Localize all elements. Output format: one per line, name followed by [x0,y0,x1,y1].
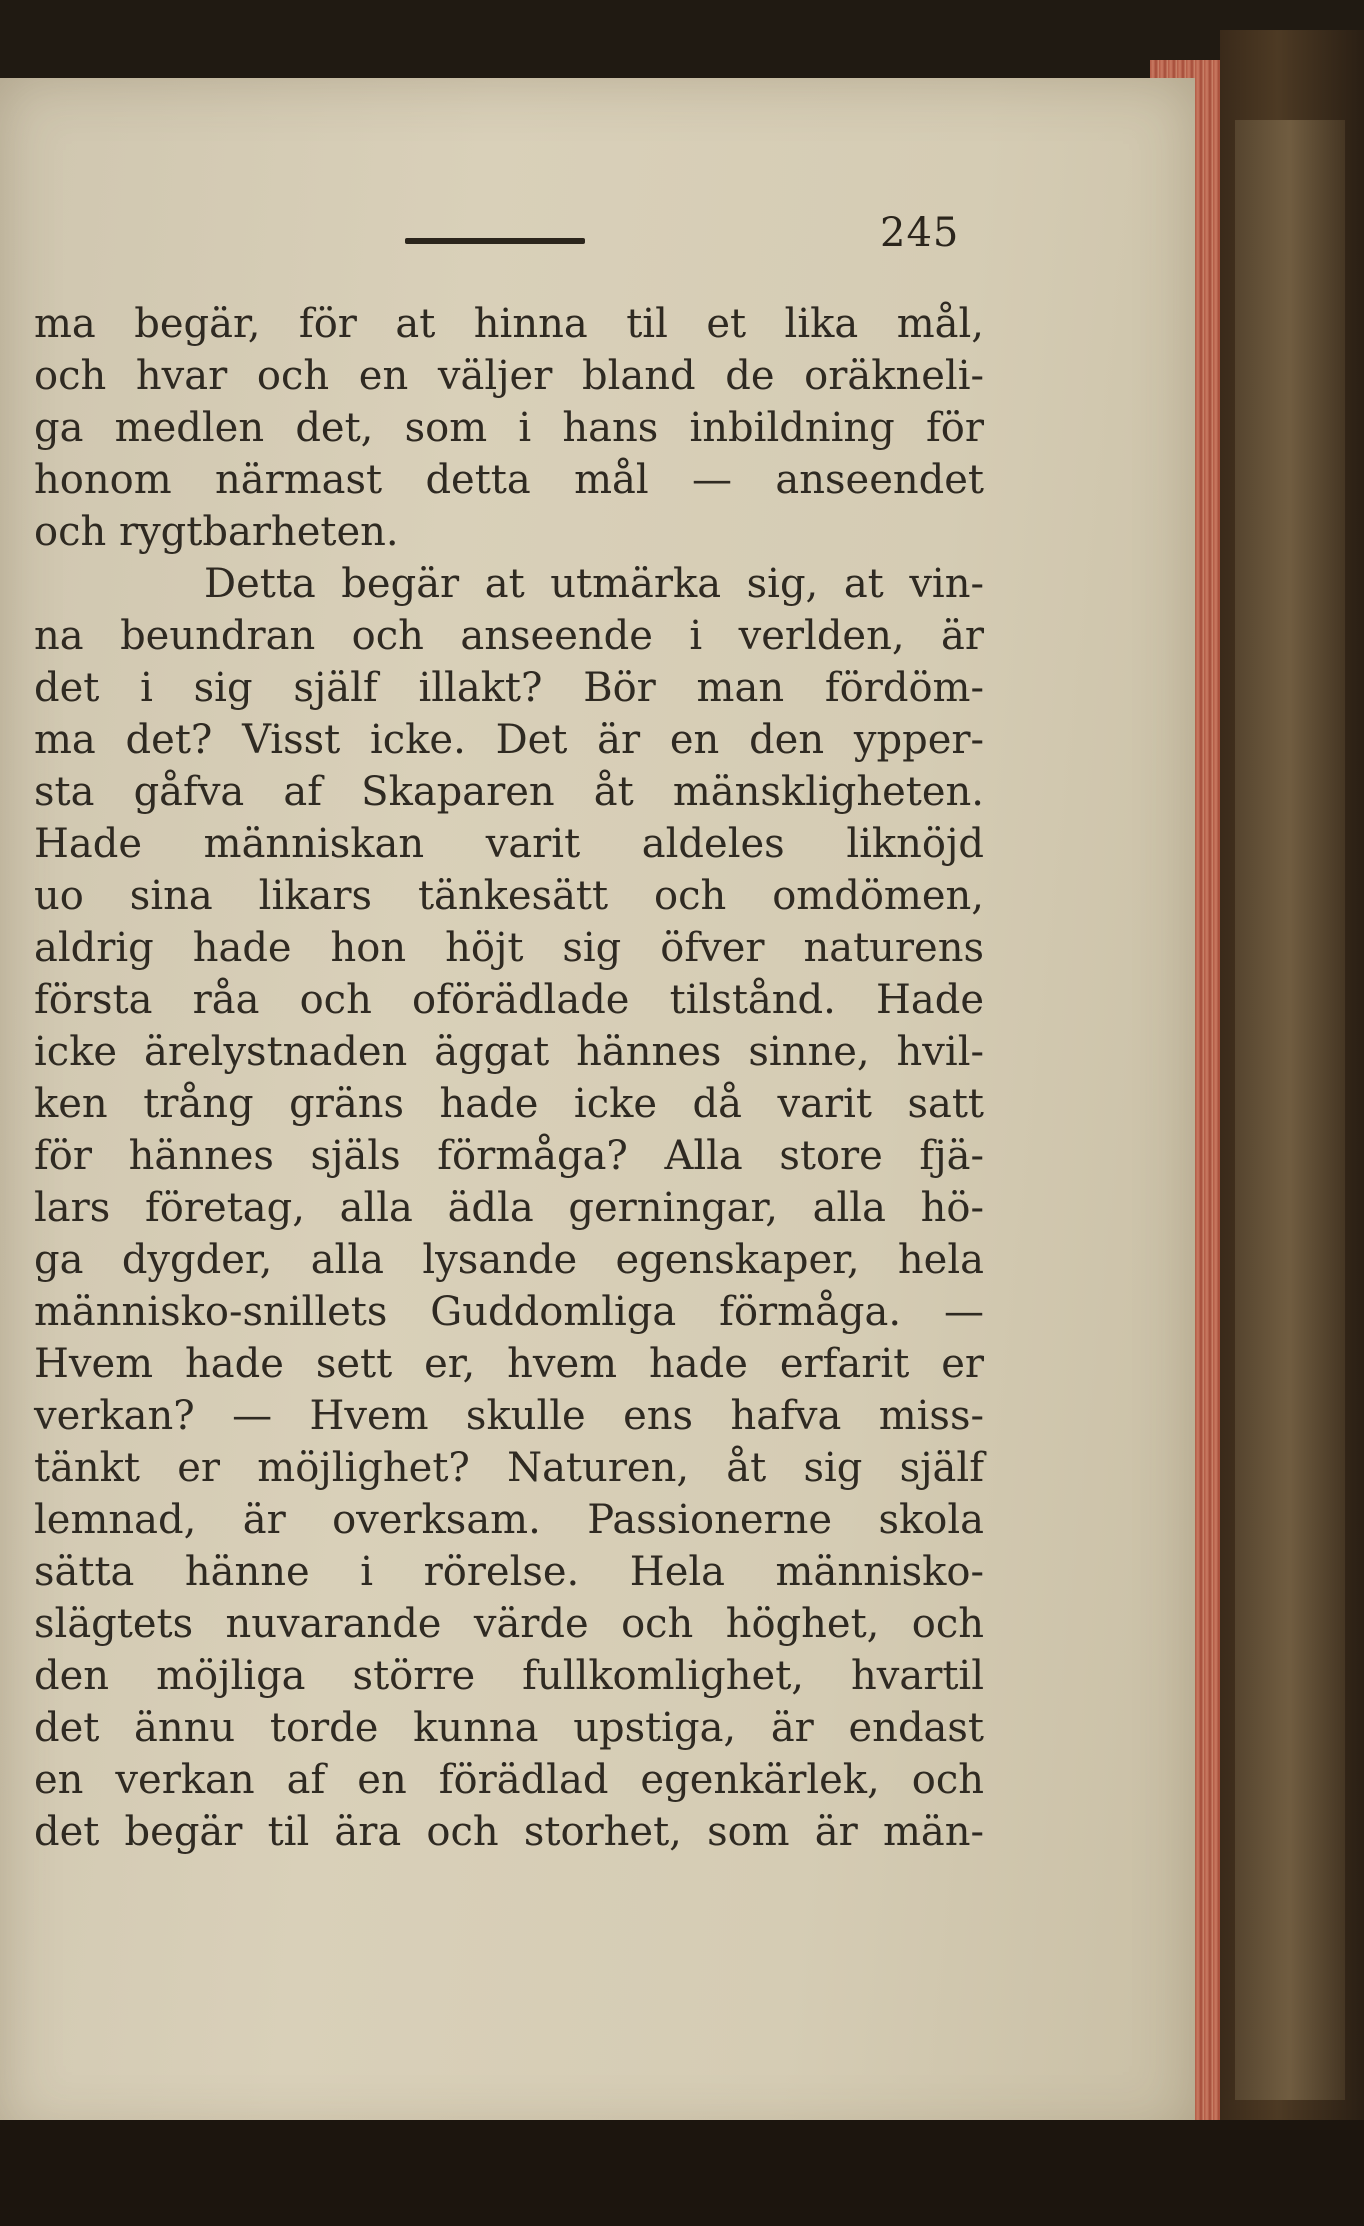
text-line: första råa och oförädlade tilstånd. Hade [34,977,984,1023]
text-line: Detta begär at utmärka sig, at vin- [204,561,984,607]
text-line: sta gåfva af Skaparen åt mänskligheten. [34,769,984,815]
text-line: lemnad, är overksam. Passionerne skola [34,1497,984,1543]
text-line: honom närmast detta mål — anseendet [34,457,984,503]
text-line: lars företag, alla ädla gerningar, alla hö- [34,1185,984,1231]
text-line: och rygtbarheten. [34,509,399,555]
text-line: den möjliga större fullkomlighet, hvartil [34,1653,984,1699]
text-line: människo-snillets Guddomliga förmåga. — [34,1289,984,1335]
text-line: slägtets nuvarande värde och höghet, och [34,1601,984,1647]
text-line: uo sina likars tänkesätt och omdömen, [34,873,984,919]
text-line: ga dygder, alla lysande egenskaper, hela [34,1237,984,1283]
background-bottom [0,2120,1364,2226]
text-line: ken trång gräns hade icke då varit satt [34,1081,984,1127]
text-line: aldrig hade hon höjt sig öfver naturens [34,925,984,971]
text-line: tänkt er möjlighet? Naturen, åt sig själf [34,1445,984,1491]
text-line: och hvar och en väljer bland de oräkneli- [34,353,984,399]
text-line: för hännes själs förmåga? Alla store fjä- [34,1133,984,1179]
text-line: ga medlen det, som i hans inbildning för [34,405,984,451]
text-line: det ännu torde kunna upstiga, är endast [34,1705,984,1751]
text-line: ma det? Visst icke. Det är en den ypper- [34,717,984,763]
text-line: Hade människan varit aldeles liknöjd [34,821,984,867]
body-text [34,298,984,1858]
text-line: na beundran och anseende i verlden, är [34,613,984,659]
text-line: det i sig själf illakt? Bör man fördöm- [34,665,984,711]
text-line: Hvem hade sett er, hvem hade erfarit er [34,1341,984,1387]
text-line: en verkan af en förädlad egenkärlek, och [34,1757,984,1803]
header-rule [405,238,585,244]
text-line: ma begär, för at hinna til et lika mål, [34,301,984,347]
book-cover-board [1235,120,1345,2100]
text-line: sätta hänne i rörelse. Hela människo- [34,1549,984,1595]
text-line: icke ärelystnaden äggat hännes sinne, hvil- [34,1029,984,1075]
text-line: verkan? — Hvem skulle ens hafva miss- [34,1393,984,1439]
page-number: 245 [880,210,960,256]
text-line: det begär til ära och storhet, som är män- [34,1809,984,1855]
